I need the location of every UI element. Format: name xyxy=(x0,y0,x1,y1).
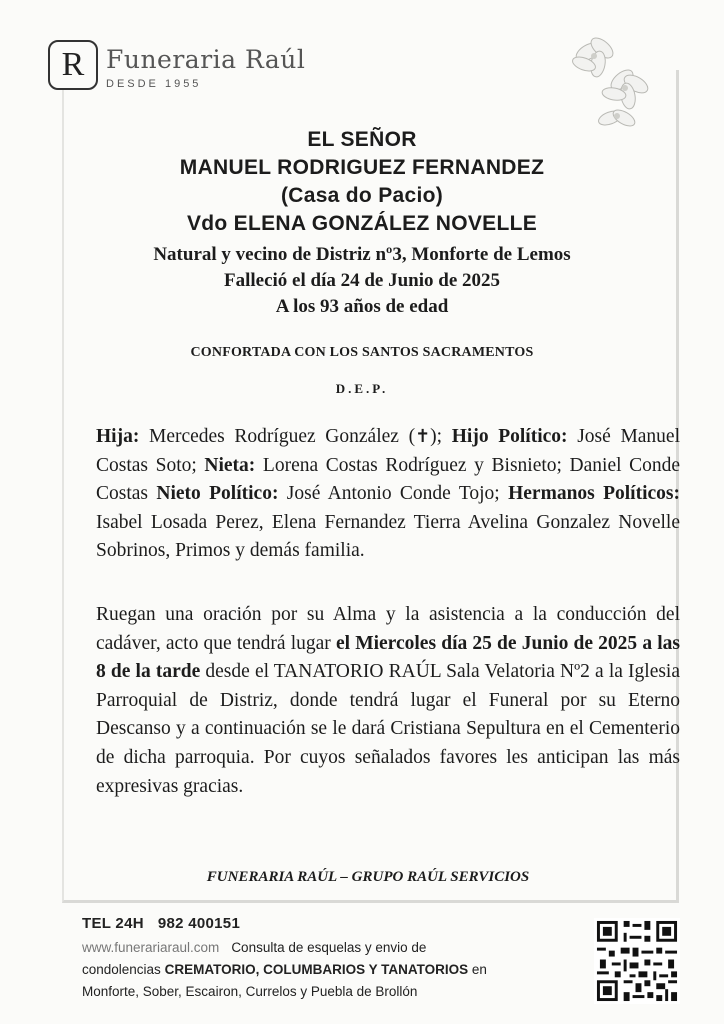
ceremony-datetime: el Miercoles día 25 de Junio de 2025 a las 8 de la tarde xyxy=(96,632,681,683)
contact-block: TEL 24H 982 400151 www.funerariaraul.com Consulta de esquelas y envio de condolencias CREMATORIO, COLUMBARIOS Y TANATORIOS en Monforte, Sober, Escairon, Currelos y Puebla de Brollón xyxy=(82,915,487,999)
deceased-heading xyxy=(0,126,724,238)
death-date: Falleció el día 24 de Junio de 2025 xyxy=(223,270,501,291)
deceased-nickname: (Casa do Pacio) xyxy=(280,184,444,207)
brand-logo xyxy=(48,40,305,90)
group-footer-title: FUNERARIA RAÚL – GRUPO RAÚL SERVICIOS xyxy=(206,869,530,885)
deceased-info xyxy=(0,242,724,320)
origin: Natural y vecino de Distriz nº3, Monforte de Lemos xyxy=(153,244,571,265)
phone-number[interactable]: 982 400151 xyxy=(157,915,241,932)
qr-code-icon[interactable] xyxy=(594,918,680,1004)
deceased-name: MANUEL RODRIGUEZ FERNANDEZ xyxy=(179,156,545,179)
sacraments-line: CONFORTADA CON LOS SANTOS SACRAMENTOS xyxy=(190,345,534,360)
phone-line: TEL 24H 982 400151 xyxy=(82,915,241,932)
age: A los 93 años de edad xyxy=(275,296,449,317)
title-prefix: EL SEÑOR xyxy=(307,128,417,151)
website-link[interactable]: www.funerariaraul.com xyxy=(82,940,220,955)
dep-line: D.E.P. xyxy=(335,381,389,396)
brand-name: Funeraria Raúl xyxy=(106,45,306,74)
cross-icon: ✝ xyxy=(415,426,431,447)
family-paragraph: Hija: Mercedes Rodríguez González (✝); Hijo Político: José Manuel Costas Soto; Nieta: Lorena Costas Rodríguez y Bisnieto; Daniel Conde Costas Nieto Político: José Antonio Conde Tojo; Hermanos Políticos: Isabel Losada Perez, Elena Fernandez Tierra Avelina Gonzalez Novelle Sobrinos, Primos y demás familia. xyxy=(96,426,681,562)
logo-mark: R xyxy=(48,40,98,90)
brand-since: DESDE 1955 xyxy=(106,78,202,90)
widower-of: Vdo ELENA GONZÁLEZ NOVELLE xyxy=(186,212,538,235)
ceremony-paragraph: Ruegan una oración por su Alma y la asistencia a la conducción del cadáver, acto que tendrá lugar el Miercoles día 25 de Junio de 2025 a las 8 de la tarde desde el TANATORIO RAÚL Sala Velatoria Nº2 a la Iglesia Parroquial de Distriz, donde tendrá lugar el Funeral por su Eterno Descanso y a continuación se le dará Cristiana Sepultura en el Cementerio de dicha parroquia. Por cuyos señalados favores les anticipan las más expresivas gracias. xyxy=(96,604,681,797)
flower-decoration-icon xyxy=(558,30,658,130)
